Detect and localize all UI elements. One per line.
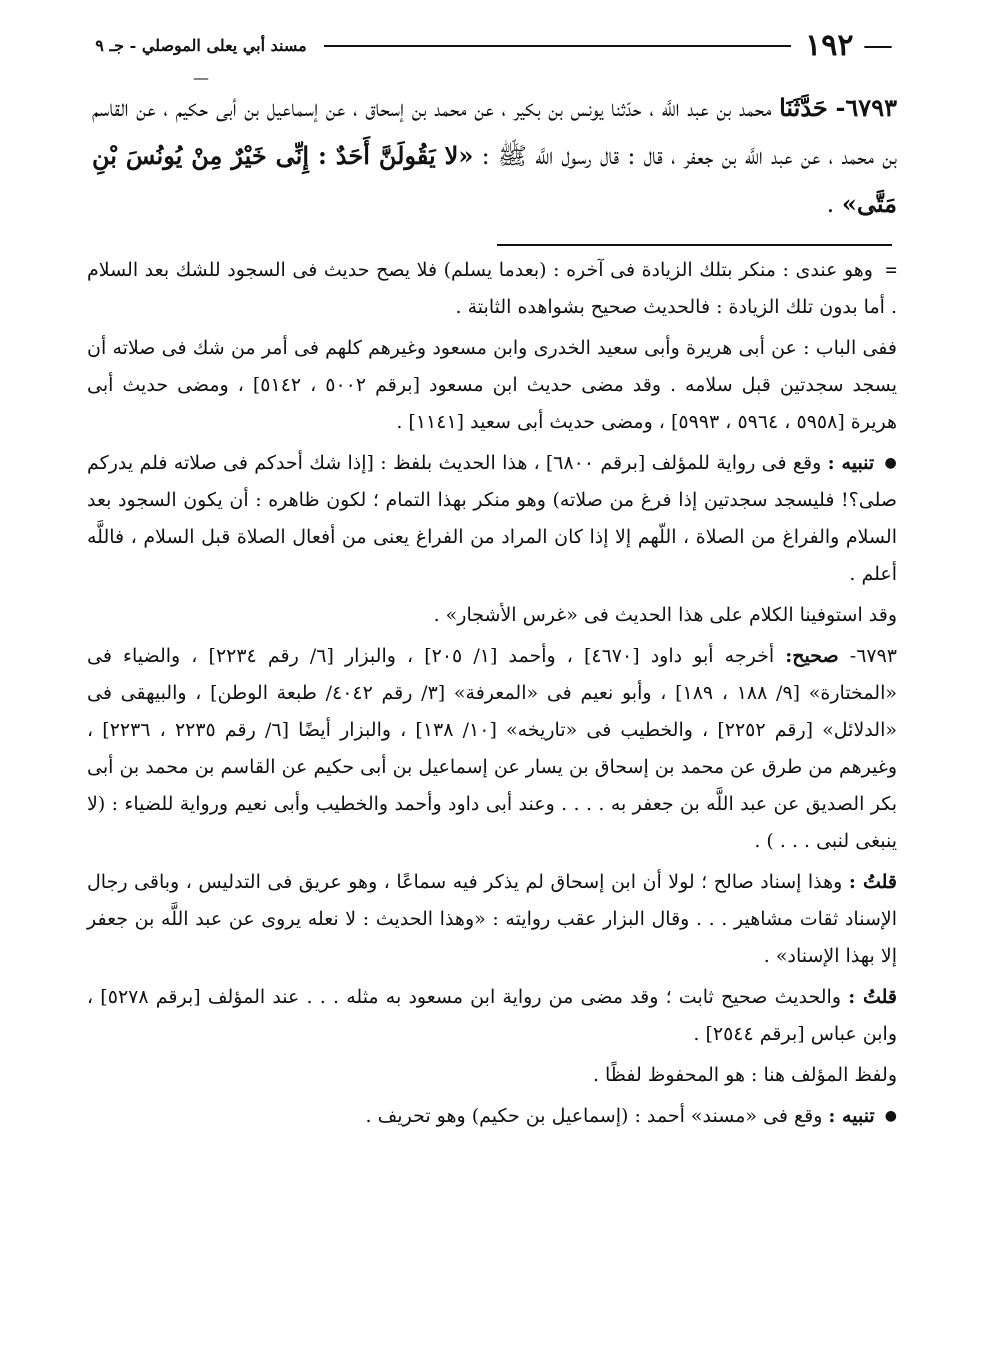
- note-label-tanbih: تنبيه :: [827, 452, 875, 474]
- note-label-qultu-2: قلتُ :: [848, 986, 898, 1008]
- note-paragraph-7: [87, 979, 897, 1053]
- hadith-line-3-prefix: رسول اللَّه ﷺ :: [481, 142, 592, 170]
- note-paragraph-1: [87, 252, 897, 326]
- hadith-end: .: [826, 190, 835, 218]
- note-text-9: وقع فى «مسند» أحمد : (إسماعيل بن حكيم) وهو تحريف .: [365, 1105, 823, 1127]
- note-paragraph-2: [87, 330, 897, 441]
- note-paragraph-5: [87, 638, 897, 860]
- continuation-mark: =: [885, 259, 897, 281]
- hadith-number: ٦٧٩٣-: [835, 93, 897, 122]
- takhrij-grade: صحيح:: [785, 645, 839, 667]
- note-text-2: ففى الباب : عن أبى هريرة وأبى سعيد الخدرى وابن مسعود وغيرهم كلهم فى أمر من شك فى صلاته أن يسجد سجدتين قبل سلامه . وقد مضى حديث ابن مسعود [برقم ٥٠٠٢ ، ٥١٤٢] ، ومضى حديث أبى هريرة [٥٩٥٨ ، ٥٩٦٤ ، ٥٩٩٣] ، ومضى حديث أبى سعيد [١١٤١] .: [87, 337, 897, 433]
- note-text-5: أخرجه أبو داود [٤٦٧٠] ، وأحمد [١/ ٢٠٥] ، والبزار [٦/ رقم ٢٢٣٤] ، والضياء فى «المختارة» [٩/ ١٨٨ ، ١٨٩] ، وأبو نعيم فى «المعرفة» [٣/ رقم ٤٠٤٢/ طبعة الوطن] ، والبيهقى فى «الدلائل» [رقم ٢٢٥٢] ، والخطيب فى «تاريخه» [١٠/ ١٣٨] ، والبزار أيضًا [٦/ رقم ٢٢٣٥ ، ٢٢٣٦] ، وغيرهم من طرق عن محمد بن إسحاق بن يسار عن إسماعيل بن أبى حكيم عن القاسم بن محمد بن أبى بكر الصديق عن عبد اللَّه بن جعفر به . . . . وعند أبى داود وأحمد والخطيب وأبى نعيم ورواية للضياء : (لا ينبغى لنبى . . . ) .: [87, 645, 897, 852]
- note-label-tanbih-2: تنبيه :: [828, 1105, 875, 1127]
- note-text-8: ولفظ المؤلف هنا : هو المحفوظ لفظًا .: [592, 1064, 897, 1086]
- bullet-icon: ●: [884, 455, 898, 471]
- hadith-lead-word: حَدَّثَنَا: [779, 93, 828, 122]
- running-header: [88, 26, 893, 66]
- hadith-line-1: محمد بن عبد اللَّه ، حدّثنا يونس بن بكير ، عن محمد بن إسحاق ،: [353, 94, 772, 122]
- note-text-7: والحديث صحيح ثابت ؛ وقد مضى من رواية ابن مسعود به مثله . . . عند المؤلف [برقم ٥٢٧٨] ، وابن عباس [برقم ٢٥٤٤] .: [87, 986, 897, 1045]
- header-rule: [324, 45, 791, 47]
- hadith-quote: «لا يَقُولَنَّ أَحَدٌ : إِنِّى خَيْرٌ مِنْ يُونُسَ بْنِ مَتَّى»: [92, 141, 897, 218]
- note-text-1: وهو عندى : منكر بتلك الزيادة فى آخره : (بعدما يسلم) فلا يصح حديث فى السجود للشك بعد السلام . أما بدون تلك الزيادة : فالحديث صحيح بشواهده الثابتة .: [87, 259, 897, 318]
- hadith-text: [92, 84, 897, 228]
- footnote-separator: [497, 244, 892, 246]
- note-paragraph-3: [87, 445, 897, 593]
- note-text-3: وقع فى رواية للمؤلف [برقم ٦٨٠٠] ، هذا الحديث بلفظ : [إذا شك أحدكم فى صلاته فلم يدركم صلى؟! فليسجد سجدتين إذا فرغ من صلاته) وهو منكر بهذا التمام ؛ لكون ظاهره : أن يكون السجود بعد السلام والفراغ من الصلاة ، اللّهم إلا إذا كان المراد من الفراغ يعنى من أفعال الصلاة قبل السلام ، فاللَّه أعلم .: [87, 452, 897, 585]
- hadith-line-2: عن إسماعيل بن أبى حكيم ، عن القاسم بن محمد ، عن عبد اللَّه بن جعفر ، قال : قال: [92, 94, 897, 170]
- note-paragraph-9: [87, 1098, 897, 1135]
- takhrij-number: ٦٧٩٣-: [849, 645, 898, 667]
- note-paragraph-6: [87, 864, 897, 975]
- commentary: [87, 252, 897, 1139]
- note-text-6: وهذا إسناد صالح ؛ لولا أن ابن إسحاق لم يذكر فيه سماعًا ، وهو عريق فى التدليس ، وباقى رجال الإسناد ثقات مشاهير . . . وقال البزار عقب روايته : «وهذا الحديث : لا نعله يروى عن عبد اللَّه بن جعفر إلا بهذا الإسناد» .: [87, 871, 897, 967]
- page-number: — ١٩٢: [805, 26, 893, 66]
- bullet-icon: ●: [884, 1108, 897, 1124]
- note-paragraph-8: [87, 1057, 897, 1094]
- note-label-qultu-1: قلتُ :: [848, 871, 897, 893]
- note-paragraph-4: [87, 597, 897, 634]
- running-title: مسند أبي يعلى الموصلي - جـ ٩ —: [88, 30, 314, 94]
- note-text-4: وقد استوفينا الكلام على هذا الحديث فى «غرس الأشجار» .: [433, 604, 897, 626]
